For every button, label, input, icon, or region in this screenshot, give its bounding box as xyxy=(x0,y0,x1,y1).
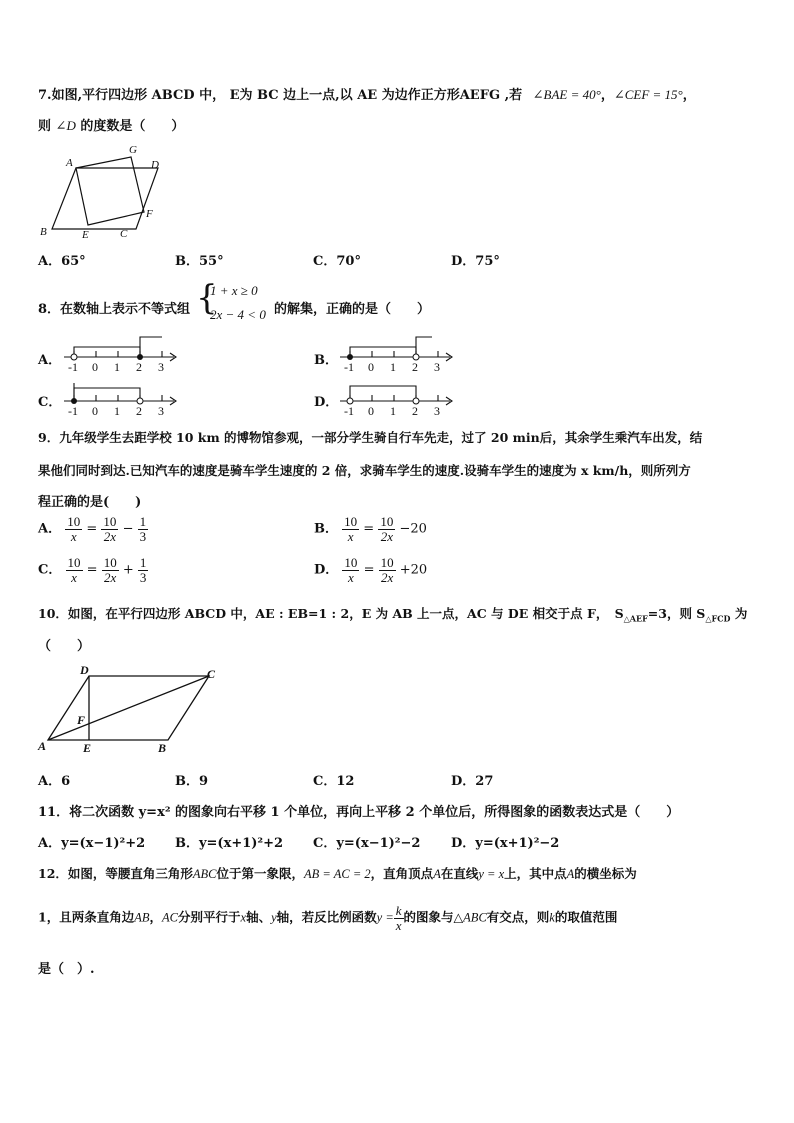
q10-option-b[interactable]: B．9 xyxy=(175,774,209,789)
q8c-tick-neg1: -1 xyxy=(68,404,78,418)
q8a-tick-1: 1 xyxy=(114,360,120,374)
q9a-letter: A． xyxy=(38,521,62,537)
q7-label-f: F xyxy=(146,208,153,220)
q9b-op: − xyxy=(399,521,411,537)
q7-line1-end: ， xyxy=(682,88,696,103)
q12-l2d: AC xyxy=(162,910,178,925)
q7-label-d: D xyxy=(151,159,159,171)
q8d-tick-1: 1 xyxy=(390,404,396,418)
q8c-tick-0: 0 xyxy=(92,404,98,418)
q12-l1j: A xyxy=(566,867,575,881)
q9b-eq: = xyxy=(363,521,375,537)
q12-l2h: y xyxy=(271,910,277,925)
q12-l2l: 的图象与△ xyxy=(403,909,464,925)
q12-l1k: 的横坐标为 xyxy=(574,866,637,881)
q8a-tick-0: 0 xyxy=(92,360,98,374)
q9c-letter: C． xyxy=(38,562,62,578)
q9-option-d[interactable] xyxy=(314,556,427,584)
q10-mid: =3，则 S xyxy=(647,606,706,621)
q8d-tick-0: 0 xyxy=(368,404,374,418)
q12-l2a: 1，且两条直角边 xyxy=(38,909,135,925)
q12-l2n: 有交点，则 xyxy=(486,909,550,925)
q10-option-c[interactable]: C．12 xyxy=(313,774,355,789)
q12-l1i: 上，其中点 xyxy=(504,866,567,881)
q8d-tick-neg1: -1 xyxy=(344,404,354,418)
q12-frac-kx: $\frac{k}{x}$ xyxy=(395,903,402,933)
q8b-tick-1: 1 xyxy=(390,360,396,374)
q10-label-c: C xyxy=(207,667,216,681)
q9c-op: + xyxy=(122,562,134,578)
q8d-tick-2: 2 xyxy=(412,404,418,418)
q9d-letter: D． xyxy=(314,562,339,578)
q7-line2-post: 的度数是（ ） xyxy=(80,119,185,134)
q9d-frac-left: $\frac{10}{x}$ xyxy=(344,555,358,585)
q7-label-e: E xyxy=(82,229,89,241)
q7-label-a: A xyxy=(66,157,73,169)
q8-stem-post: 的解集，正确的是（ ） xyxy=(274,302,431,317)
q8c-tick-3: 3 xyxy=(158,404,164,418)
q12-l2i: 轴，若反比例函数 xyxy=(276,909,377,925)
q9-line1: 9．九年级学生去距学校 10 km 的博物馆参观，一部分学生骑自行车先走，过了 20 min后，其余学生乘汽车出发，结 xyxy=(38,430,703,445)
q9-option-b[interactable] xyxy=(314,515,427,543)
q10-sub-aef: △AEF xyxy=(623,613,648,624)
q8d-tick-3: 3 xyxy=(434,404,440,418)
q9b-tail: 20 xyxy=(410,521,427,537)
q7-angle-d: ∠D xyxy=(55,118,76,133)
q7-stem: 7.如图,平行四边形 ABCD 中， E为 BC 边上一点,以 AE 为边作正方形AEFG ,若 xyxy=(38,88,523,103)
q7-condition-cef: ∠CEF = 15° xyxy=(613,87,683,102)
q7-option-d[interactable]: D．75° xyxy=(451,254,500,269)
q8b-tick-neg1: -1 xyxy=(344,360,354,374)
q11-option-a[interactable]: A．y=(x−1)²+2 xyxy=(38,836,146,851)
q10-line2: （ ） xyxy=(38,639,91,654)
q8-brace: { xyxy=(196,278,218,318)
q8a-tick-2: 2 xyxy=(136,360,142,374)
q7-label-g: G xyxy=(129,144,137,156)
q12-line3: 是（ ）. xyxy=(38,962,95,977)
q8c-tick-1: 1 xyxy=(114,404,120,418)
q7-option-c[interactable]: C．70° xyxy=(313,254,361,269)
q10-end: 为 xyxy=(730,606,748,621)
q8-ineq1: 1 + x ≥ 0 xyxy=(210,283,258,298)
q11-option-c[interactable]: C．y=(x−1)²−2 xyxy=(313,836,421,851)
q10-option-d[interactable]: D．27 xyxy=(451,774,494,789)
q7-label-b: B xyxy=(40,226,47,238)
q10-label-f: F xyxy=(77,713,86,727)
q9d-op: + xyxy=(399,562,411,578)
q7-square-aefg xyxy=(76,157,144,225)
q11-option-d[interactable]: D．y=(x+1)²−2 xyxy=(451,836,560,851)
q12-l2g: 轴、 xyxy=(246,909,272,925)
q9c-eq: = xyxy=(86,562,98,578)
q12-l1h: y = x xyxy=(478,867,505,881)
q12-l1c: 位于第一象限， xyxy=(216,866,305,881)
q9b-frac-right: $\frac{10}{2x}$ xyxy=(380,514,394,544)
q12-l1d: AB = AC = 2 xyxy=(304,867,371,881)
q8-stem-pre: 8．在数轴上表示不等式组 xyxy=(38,302,191,317)
q8-numberline-b xyxy=(334,334,458,374)
q10-option-a[interactable]: A．6 xyxy=(38,774,71,789)
q8b-tick-2: 2 xyxy=(412,360,418,374)
q10-label-a: A xyxy=(38,739,47,753)
q9c-frac-right: $\frac{10}{2x}$ xyxy=(103,555,117,585)
q12-l1a: 12．如图，等腰直角三角形 xyxy=(38,866,193,881)
q7-parallelogram-abcd xyxy=(52,168,158,229)
q10-label-d: D xyxy=(80,664,89,677)
q9b-frac-left: $\frac{10}{x}$ xyxy=(344,514,358,544)
q12-l1g: 在直线 xyxy=(440,866,479,881)
q7-figure xyxy=(30,140,170,245)
q7-condition-bae: ∠BAE = 40° xyxy=(532,87,601,102)
q12-l2j: y = xyxy=(376,910,394,925)
q12-l2e: 分别平行于 xyxy=(177,909,241,925)
q7-option-a[interactable]: A．65° xyxy=(38,254,86,269)
q12-l2c: ， xyxy=(149,909,162,925)
q9-line2: 果他们同时到达.已知汽车的速度是骑车学生速度的 2 倍，求骑车学生的速度.设骑车学生的速度为 x km/h，则所列方 xyxy=(38,463,691,478)
q8a-tick-neg1: -1 xyxy=(68,360,78,374)
q9d-frac-right: $\frac{10}{2x}$ xyxy=(380,555,394,585)
q8-ineq2: 2x − 4 < 0 xyxy=(210,307,266,322)
q9c-frac-const: $\frac{1}{3}$ xyxy=(139,555,147,585)
q10-figure xyxy=(34,664,234,760)
q7-text-line2 xyxy=(38,115,184,134)
q7-label-c: C xyxy=(120,228,128,240)
q9d-tail: 20 xyxy=(410,562,428,578)
q9d-eq: = xyxy=(363,562,375,578)
q8b-tick-0: 0 xyxy=(368,360,374,374)
q12-l1b: ABC xyxy=(192,867,217,881)
q8-numberline-a xyxy=(58,334,182,374)
q8-option-b-letter[interactable]: B． xyxy=(314,353,338,368)
q11-stem: 11．将二次函数 y=x² 的图象向右平移 1 个单位，再向上平移 2 个单位后，所得图象的函数表达式是（ ） xyxy=(38,805,680,820)
q10-sub-fcd: △FCD xyxy=(705,613,731,624)
q8-option-d-letter[interactable]: D． xyxy=(314,395,339,410)
q7-option-b[interactable]: B．55° xyxy=(175,254,224,269)
q7-line2-pre: 则 xyxy=(38,119,52,134)
q8-option-a-letter[interactable]: A． xyxy=(38,353,62,368)
q9-option-a[interactable] xyxy=(38,515,148,543)
q8b-tick-3: 3 xyxy=(434,360,440,374)
q12-l2b: AB xyxy=(134,910,150,925)
q12-l2f: x xyxy=(240,910,247,925)
q9a-frac-left: $\frac{10}{x}$ xyxy=(67,514,81,544)
q11-option-b[interactable]: B．y=(x+1)²+2 xyxy=(175,836,284,851)
q12-line1 xyxy=(38,864,637,882)
q12-line2 xyxy=(38,904,617,932)
q10-label-e: E xyxy=(83,741,92,755)
q7-sep: ， xyxy=(600,88,614,103)
q10-diagonal-ac xyxy=(48,676,209,740)
q9a-op: − xyxy=(122,521,134,537)
q10-line1 xyxy=(38,604,747,624)
q9b-letter: B． xyxy=(314,521,338,537)
q10-label-b: B xyxy=(158,741,167,755)
q7-text-line1 xyxy=(38,84,696,103)
q8-numberline-c xyxy=(58,378,182,418)
q12-l2m: ABC xyxy=(463,910,487,925)
q8a-tick-3: 3 xyxy=(158,360,164,374)
q9-line3: 程正确的是( ) xyxy=(38,495,142,510)
q8-numberline-d xyxy=(334,378,458,418)
q10-stem: 10．如图，在平行四边形 ABCD 中，AE : EB=1 : 2，E 为 AB 上一点，AC 与 DE 相交于点 F， S xyxy=(38,606,624,621)
q12-l1e: ，直角顶点 xyxy=(370,866,434,881)
q9a-frac-const: $\frac{1}{3}$ xyxy=(139,514,147,544)
q9-option-c[interactable] xyxy=(38,556,148,584)
q8c-tick-2: 2 xyxy=(136,404,142,418)
q12-l1f: A xyxy=(433,867,441,881)
q12-l2o: k xyxy=(549,910,555,925)
q12-l2p: 的取值范围 xyxy=(554,909,618,925)
q9c-frac-left: $\frac{10}{x}$ xyxy=(67,555,81,585)
q8-option-c-letter[interactable]: C． xyxy=(38,395,62,410)
q9a-frac-right: $\frac{10}{2x}$ xyxy=(103,514,117,544)
q9a-eq: = xyxy=(86,521,98,537)
